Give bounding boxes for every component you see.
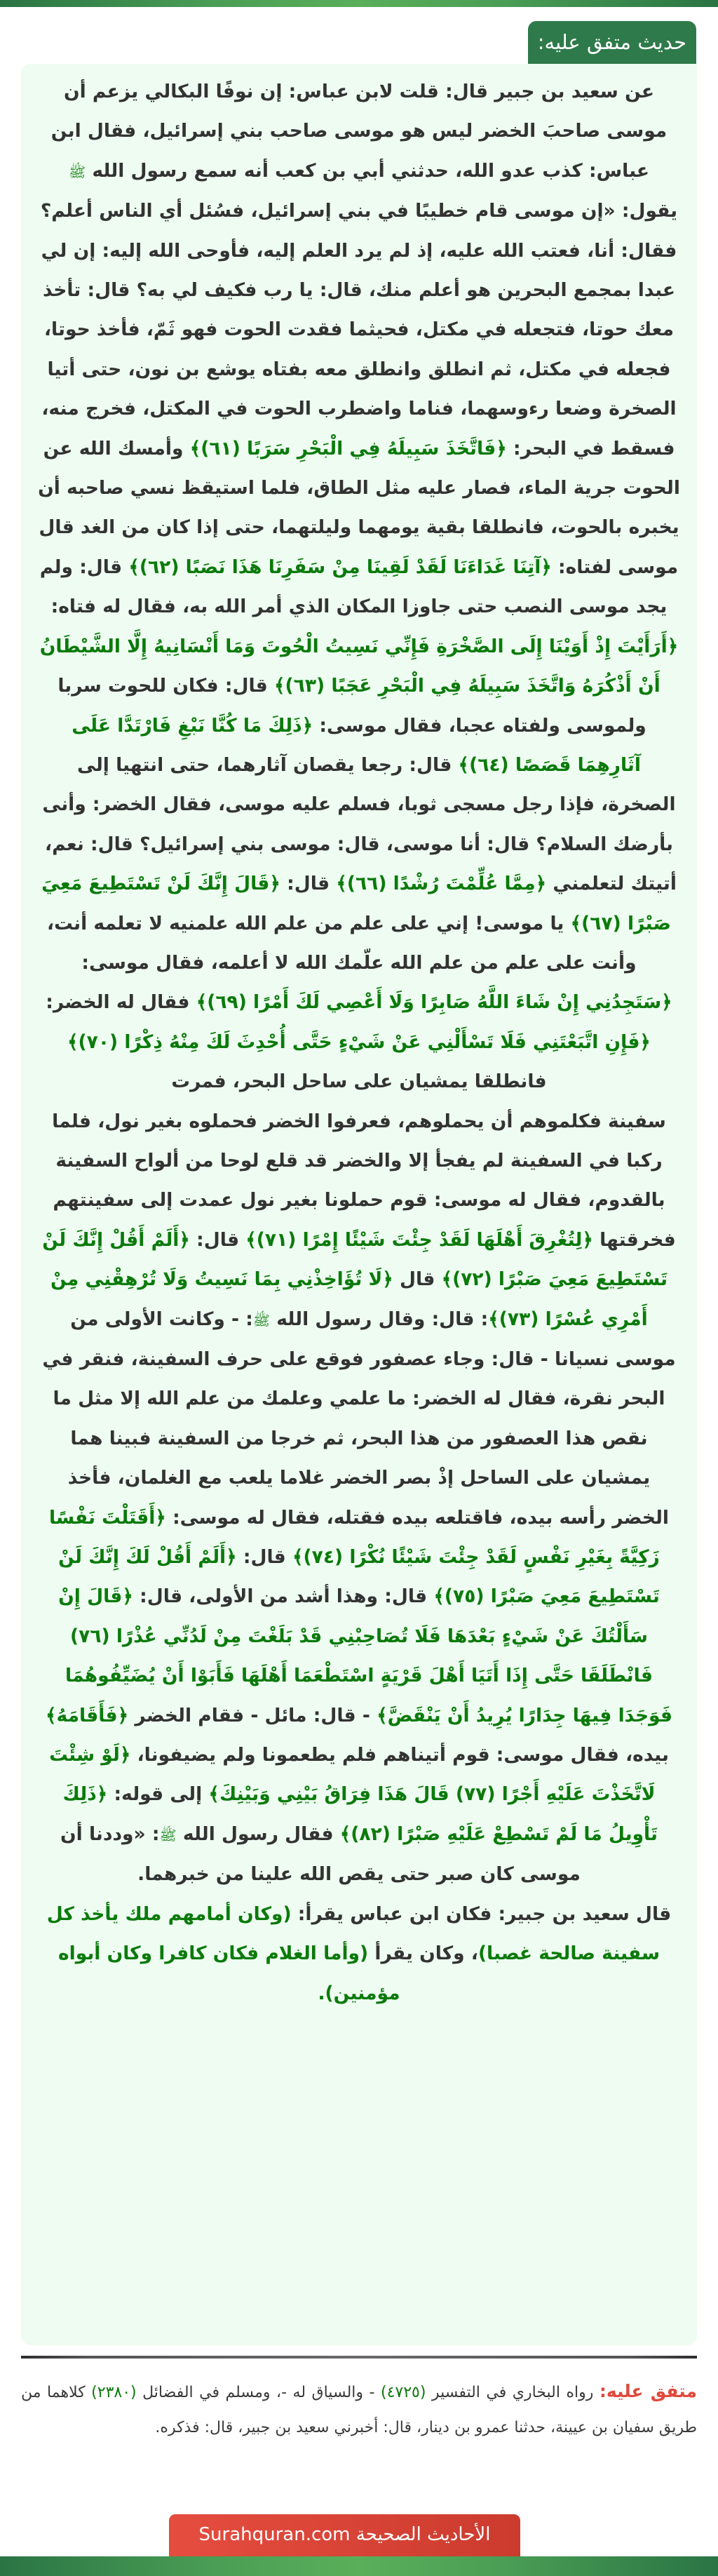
narration-text: يقول: «إن موسى قام خطيبًا في بني إسرائيل، فسُئل أي الناس أعلم؟ فقال: أنا، فعتب الله عليه، إذ لم يرد العلم إليه، فأوحى الله إليه: إن لي عبدا بمجمع البحرين هو أعلم منك، قال: يا رب فكيف لي به؟ قال: تأخذ معك حوتا، فتجعله في مكتل، فحيثما فقدت الحوت فهو ثَمّ، فأخذ حوتا، فجعله في مكتل، ثم انطلق وانطلق معه بفتاه يوشع بن نون، حتى أتيا الصخرة وضعا رءوسهما، فناما واضطرب الحوت في المكتل، فخرج منه، فسقط في البحر: [40, 200, 678, 459]
quran-verse: ﴿لِتُغْرِقَ أَهْلَهَا لَقَدْ جِئْتَ شَيْئًا إِمْرًا (٧١)﴾ [245, 1228, 593, 1251]
narration-text: قال سعيد بن جبير: فكان ابن عباس يقرأ: [291, 1903, 672, 1925]
narration-text: قال: ولم يجد موسى النصب حتى جاوزا المكان الذي أمر الله به، فقال له فتاه: [39, 556, 668, 618]
quran-verse: ﴿لَوْ شِئْتَ لَاتَّخَذْتَ عَلَيْهِ أَجْرًا (٧٧) قَالَ هَذَا فِرَاقُ بَيْنِي وَبَيْنِكَ﴾ [49, 1744, 656, 1806]
narration-text: : «وددنا أن موسى كان صبر حتى يقص الله علينا من خبرهما. [60, 1823, 581, 1886]
narration-text: ، وكان يقرأ [368, 1943, 478, 1965]
citation-text-1: رواه البخاري في التفسير [426, 2384, 600, 2401]
hadith-card [21, 64, 697, 2345]
citation-text-3: كلاهما من طريق سفيان بن عيينة، حدثنا عمرو بن دينار، قال: أخبرني سعيد بن جبير، قال: فذكره. [21, 2384, 697, 2436]
narration-text: يا موسى! إني على علم من علم الله علمنيه لا تعلمه أنت، وأنت على علم من علم الله علّمك الله لا أعلمه، فقال موسى: [47, 912, 637, 974]
muslim-number: (٢٣٨٠) [91, 2384, 137, 2401]
quran-verse: ﴿فَأَقَامَهُ﴾ [45, 1704, 129, 1726]
narration-text: : قال: وقال رسول الله [270, 1308, 489, 1330]
quran-verse: ﴿قَالَ إِنْ سَأَلْتُكَ عَنْ شَيْءٍ بَعْدَهَا فَلَا تُصَاحِبْنِي قَدْ بَلَغْتَ مِنْ لَدُنِّي عُذْرًا (٧٦) فَانْطَلَقَا حَتَّى إِذَا أَتَيَا أَهْلَ قَرْيَةٍ اسْتَطْعَمَا أَهْلَهَا فَأَبَوْا أَنْ يُضَيِّفُوهُمَا فَوَجَدَا فِيهَا جِدَارًا يُرِيدُ أَنْ يَنْقَضَّ﴾ [58, 1585, 673, 1726]
quran-verse: ﴿أَلَمْ أَقُلْ إِنَّكَ لَنْ تَسْتَطِيعَ مَعِيَ صَبْرًا (٧٢)﴾ [42, 1228, 668, 1291]
narration-text: بيده، فقال موسى: قوم أتيناهم فلم يطعمونا ولم يضيفونا، [130, 1744, 669, 1766]
narration-text: عن سعيد بن جبير قال: قلت لابن عباس: إن نوفًا البكالي يزعم أن موسى صاحبَ الخضر ليس هو موسى صاحب بني إسرائيل، فقال ابن عباس: كذب عدو الله، حدثني أبي بن كعب أنه سمع رسول الله [50, 81, 668, 182]
top-gradient-bar [0, 0, 718, 7]
hadith-paragraph-3 [38, 1895, 680, 2013]
quran-verse: (وكان أمامهم ملك يأخذ كل سفينة صالحة غصبا) [46, 1903, 660, 1965]
quran-verse: ﴿لَا تُؤَاخِذْنِي بِمَا نَسِيتُ وَلَا تُرْهِقْنِي مِنْ أَمْرِي عُسْرًا (٧٣)﴾ [50, 1268, 648, 1330]
salutation-icon: ﷺ [252, 1311, 271, 1329]
narration-text: فانطلقا يمشيان على ساحل البحر، فمرت [171, 1071, 547, 1093]
quran-verse: ﴿أَقَتَلْتَ نَفْسًا زَكِيَّةً بِغَيْرِ نَفْسٍ لَقَدْ جِئْتَ شَيْئًا نُكْرًا (٧٤)﴾ [49, 1506, 660, 1569]
narration-text: فقال رسول الله [176, 1823, 340, 1845]
quran-verse: ﴿قَالَ إِنَّكَ لَنْ تَسْتَطِيعَ مَعِيَ صَبْرًا (٦٧)﴾ [41, 873, 671, 934]
hadith-text [38, 72, 680, 2013]
section-divider [21, 2356, 697, 2359]
site-link-button[interactable] [169, 2514, 520, 2556]
quran-verse: ﴿مِمَّا عُلِّمْتَ رُشْدًا (٦٦)﴾ [336, 873, 547, 895]
salutation-icon: ﷺ [159, 1826, 177, 1844]
citation-label: متفق عليه: [599, 2381, 697, 2401]
narration-text: سفينة فكلموهم أن يحملوهم، فعرفوا الخضر فحملوه بغير نول، فلما ركبا في السفينة لم يفجأ إلا والخضر قد قلع لوحا من ألواح السفينة بالقدوم، فقال له موسى: قوم حملونا بغير نول عمدت إلى سفينتهم فخرقتها [52, 1110, 676, 1251]
narration-text: قال: [236, 1546, 292, 1569]
section-title: حديث متفق عليه: [537, 30, 686, 54]
section-title-tab [528, 21, 696, 64]
narration-text: قال [393, 1268, 442, 1291]
site-link-label: الأحاديث الصحيحة Surahquran.com [198, 2524, 491, 2545]
quran-verse: ﴿آتِنَا غَدَاءَنَا لَقَدْ لَقِينَا مِنْ سَفَرِنَا هَذَا نَصَبًا (٦٢)﴾ [128, 556, 552, 578]
narration-text: : - وكانت الأولى من موسى نسيانا - قال: وجاء عصفور فوقع على حرف السفينة، فنقر في البحر نقرة، فقال له الخضر: ما علمي وعلمك من علم الله إلا مثل ما نقص هذا العصفور من هذا البحر، ثم خرجا من السفينة فبينا هما يمشيان على الساحل إذْ بصر الخضر غلاما يلعب مع الغلمان، فأخذ الخضر رأسه بيده، فاقتلعه بيده فقتله، فقال له موسى: [42, 1308, 676, 1529]
narration-text: قال: رجعا يقصان آثارهما، حتى انتهيا إلى الصخرة، فإذا رجل مسجى ثوبا، فسلم عليه موسى، فقال الخضر: وأنى بأرضك السلام؟ قال: أنا موسى، قال: موسى بني إسرائيل؟ قال: نعم، أتيتك لتعلمني [42, 753, 677, 895]
hadith-paragraph-1 [38, 72, 680, 1102]
quran-verse: ﴿أَرَأَيْتَ إِذْ أَوَيْنَا إِلَى الصَّخْرَةِ فَإِنِّي نَسِيتُ الْحُوتَ وَمَا أَنْسَانِيهُ إِلَّا الشَّيْطَانُ أَنْ أَذْكُرَهُ وَاتَّخَذَ سَبِيلَهُ فِي الْبَحْرِ عَجَبًا (٦٣)﴾ [39, 635, 679, 697]
salutation-icon: ﷺ [68, 163, 86, 180]
bukhari-number: (٤٧٢٥) [380, 2384, 426, 2401]
narration-text: قال: وهذا أشد من الأولى، قال: [133, 1585, 434, 1608]
narration-text: قال: [189, 1228, 246, 1251]
narration-text: فقال له الخضر: [46, 991, 196, 1014]
quran-verse: ﴿أَلَمْ أَقُلْ لَكَ إِنَّكَ لَنْ تَسْتَطِيعَ مَعِيَ صَبْرًا (٧٥)﴾ [58, 1546, 660, 1608]
narration-text: - قال: مائل - فقام الخضر [128, 1704, 377, 1726]
quran-verse: ﴿ذَلِكَ تَأْوِيلُ مَا لَمْ تَسْطِعْ عَلَيْهِ صَبْرًا (٨٢)﴾ [62, 1783, 658, 1845]
citation-text-2: - والسياق له -، ومسلم في الفضائل [136, 2384, 381, 2401]
narration-text: قال: فكان للحوت سربا ولموسى ولفتاه عجبا، فقال موسى: [57, 675, 646, 737]
citation-block [21, 2374, 697, 2446]
narration-text: إلى قوله: [107, 1783, 209, 1806]
bottom-gradient-bar [0, 2556, 718, 2576]
quran-verse: (وأما الغلام فكان كافرا وكان أبواه مؤمنين). [58, 1943, 400, 2004]
quran-verse: ﴿فَإِنِ اتَّبَعْتَنِي فَلَا تَسْأَلْنِي عَنْ شَيْءٍ حَتَّى أُحْدِثَ لَكَ مِنْهُ ذِكْرًا (٧٠)﴾ [67, 1031, 651, 1053]
narration-text: وأمسك الله عن الحوت جرية الماء، فصار عليه مثل الطاق، فلما استيقظ نسي صاحبه أن يخبره بالحوت، فانطلقا بقية يومهما وليلتهما، حتى إذا كان من الغد قال موسى لفتاه: [38, 437, 680, 578]
quran-verse: ﴿فَاتَّخَذَ سَبِيلَهُ فِي الْبَحْرِ سَرَبًا (٦١)﴾ [189, 437, 507, 459]
narration-text: قال: [280, 873, 337, 895]
quran-verse: ﴿ذَلِكَ مَا كُنَّا نَبْغِ فَارْتَدَّا عَلَى آثَارِهِمَا قَصَصًا (٦٤)﴾ [72, 714, 641, 776]
hadith-paragraph-2 [38, 1102, 680, 1895]
quran-verse: ﴿سَتَجِدُنِي إِنْ شَاءَ اللَّهُ صَابِرًا وَلَا أَعْصِي لَكَ أَمْرًا (٦٩)﴾ [196, 991, 672, 1014]
